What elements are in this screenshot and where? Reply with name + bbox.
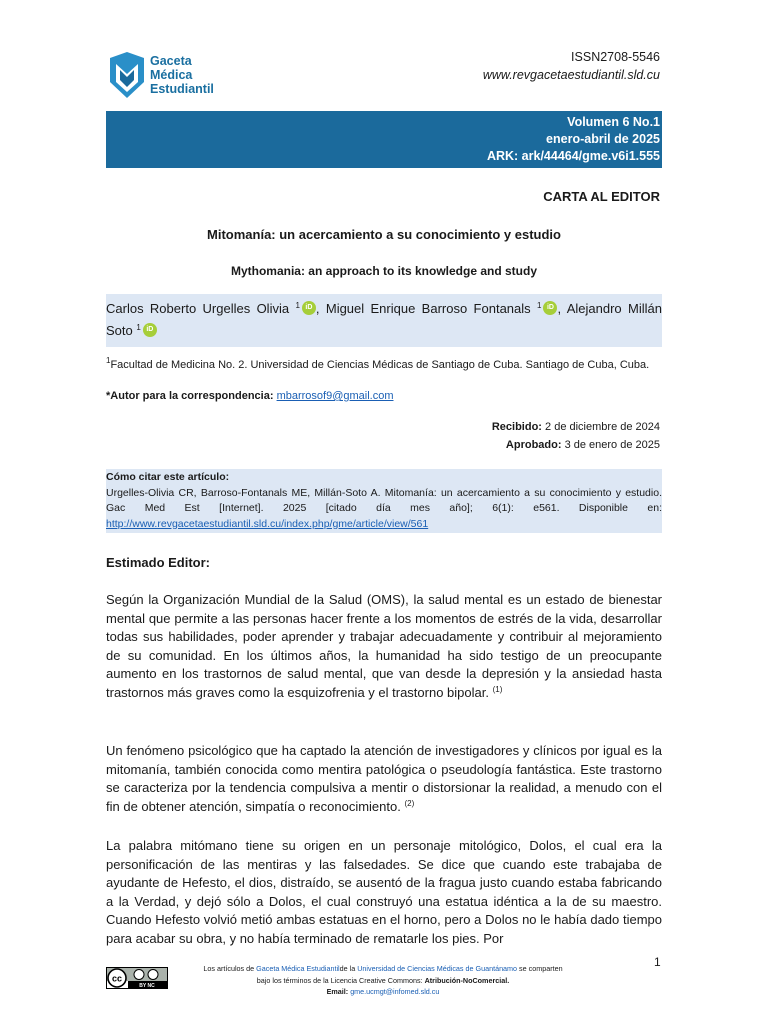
body-paragraph: Un fenómeno psicológico que ha captado la atención de investigadores y clínicos por igual es la mitomanía, también conocida como mentira patológica o pseudología fantástica. Este trastorno se caracteriza por la tendencia compulsiva a mentir o distorsionar la realidad, a menudo con el fin de obtener atención, simpatía o reconocimiento. $^{(2)}$ — [106, 743, 662, 814]
logo-shield-icon — [108, 52, 146, 100]
cc-by-nc-icon — [106, 967, 168, 989]
university-link[interactable]: Universidad de Ciencias Médicas de Guantánamo — [357, 964, 518, 973]
page-number: 1 — [654, 955, 661, 969]
citation-block — [106, 470, 662, 532]
article-title-es: Mitomanía: un acercamiento a su conocimiento y estudio — [207, 227, 561, 242]
greeting: Estimado Editor: — [106, 555, 211, 570]
creative-commons-badge[interactable] — [106, 967, 168, 989]
logo-wordmark: Gaceta Médica Estudiantil — [150, 54, 214, 96]
approved-date: Aprobado: 3 de enero de 2025 — [505, 439, 660, 451]
orcid-icon[interactable]: iD — [143, 323, 157, 337]
citation-link[interactable]: http://www.revgacetaestudiantil.sld.cu/index.php/gme/article/view/561 — [106, 517, 429, 530]
svg-text:BY NC: BY NC — [139, 983, 155, 989]
footer-email-link[interactable]: gme.ucmgt@infomed.sld.cu — [350, 987, 440, 996]
section-label: CARTA AL EDITOR — [543, 189, 660, 204]
citation-heading: Cómo citar este artículo: — [106, 471, 230, 483]
body-paragraph: Según la Organización Mundial de la Salud (OMS), la salud mental es un estado de bienestar mental que permite a las personas hacer frente a los momentos de estrés de la vida, desarrollar todas sus habilidades, poder aprender y trabajar adecuadamente y contribuir al mejoramiento de su comunidad. En los últimos años, la humanidad ha sido testigo de un preocupante aumento en los trastornos de salud mental, que van desde la depresión y la ansiedad hasta trastornos más graves como la esquizofrenia y el trastorno bipolar. $^{(1)}$ — [106, 592, 662, 700]
svg-text:cc: cc — [111, 973, 123, 984]
article-dates — [492, 418, 660, 454]
author-list: Carlos Roberto Urgelles Olivia $^1$ iD , Miguel Enrique Barroso Fontanals $^1$ iD , Alejandro Millán Soto $^1$ iD — [106, 301, 662, 338]
body-paragraph: La palabra mitómano tiene su origen en un personaje mitológico, Dolos, el cual era la personificación de las mentiras y las falsedades. Se dice que cuando este trabajaba de ayudante de Hefesto, el dios, distraído, se ausentó de la fragua justo cuando estaba fabricando a la Verdad, y dejó sólo a Dolos, el cual construyó una estatua idéntica a la de su maestro. Cuando Hefesto volvió metió ambas estatuas en el horno, pero a Dolos no le había dado tiempo para acabar su obra, y no había terminado de rematarle los pies. Por — [106, 838, 662, 946]
issue-period: enero-abril de 2025 — [546, 132, 660, 146]
issn: ISSN2708-5546 — [571, 50, 660, 64]
citation-text: Urgelles-Olivia CR, Barroso-Fontanals ME, Millán-Soto A. Mitomanía: un acercamiento a su conocimiento y estudio. Gac Med Est [Internet]. 2025 [citado día mes año]; 6(1): e561. Disponible en: — [106, 486, 662, 514]
volume-band — [106, 111, 662, 168]
orcid-icon[interactable]: iD — [302, 301, 316, 315]
journal-link[interactable]: Gaceta Médica Estudiantil — [256, 964, 340, 973]
author-name: Carlos Roberto Urgelles Olivia — [106, 301, 290, 316]
volume-number: Volumen 6 No.1 — [567, 115, 660, 129]
reference-marker[interactable]: (1) — [492, 684, 503, 694]
journal-logo — [108, 52, 238, 102]
received-date: Recibido: 2 de diciembre de 2024 — [491, 421, 660, 433]
orcid-icon[interactable]: iD — [543, 301, 557, 315]
article-title-en: Mythomania: an approach to its knowledge and study — [230, 264, 538, 278]
license-notice: Los artículos de Gaceta Médica Estudiantilde la Universidad de Ciencias Médicas de Guantánamo se comparten bajo los términos de la Licencia Creative Commons: Atribución-NoComercial. Email: gme.ucmgt@infomed.sld.cu — [203, 964, 563, 996]
correspondence-email-link[interactable]: mbarrosof9@gmail.com — [276, 390, 394, 402]
reference-marker[interactable]: (2) — [404, 798, 415, 808]
correspondence: *Autor para la correspondencia: mbarrosof9@gmail.com — [106, 390, 394, 402]
ark-id: ARK: ark/44464/gme.v6i1.555 — [486, 149, 660, 163]
author-name: Alejandro Millán Soto — [106, 301, 662, 338]
author-name: Miguel Enrique Barroso Fontanals — [325, 301, 531, 316]
journal-meta — [483, 48, 660, 84]
journal-url[interactable]: www.revgacetaestudiantil.sld.cu — [482, 68, 660, 82]
affiliation: $^1$Facultad de Medicina No. 2. Universidad de Ciencias Médicas de Santiago de Cuba. Santiago de Cuba, Cuba. — [106, 356, 650, 371]
